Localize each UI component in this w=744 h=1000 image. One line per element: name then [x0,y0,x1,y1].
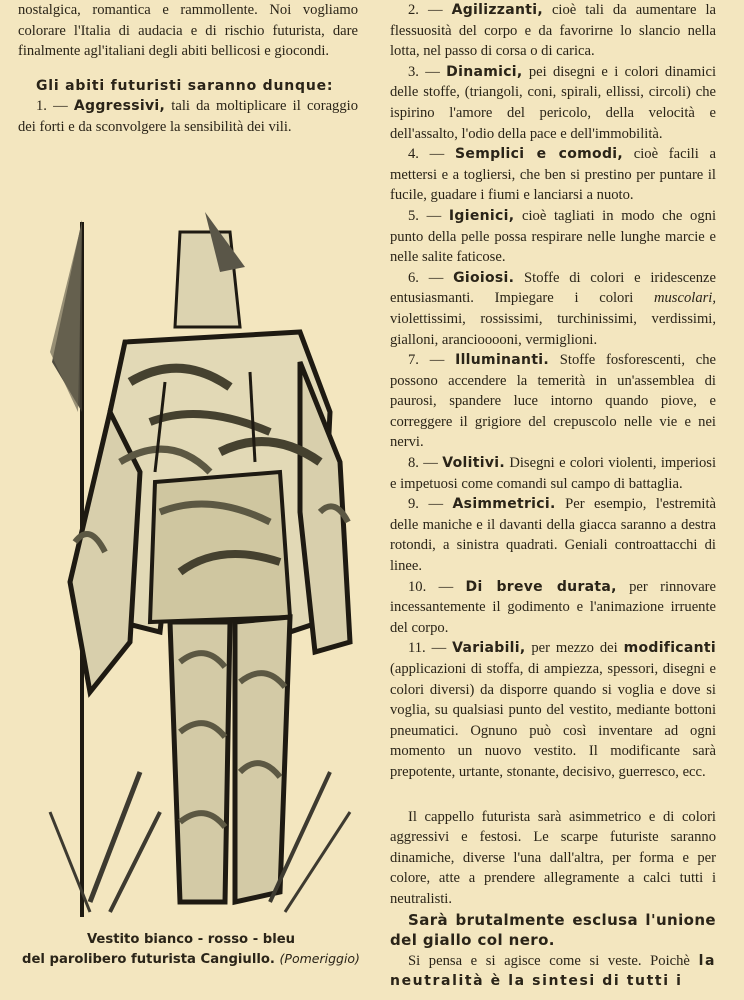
list-item [390,62,716,144]
list-item [390,638,716,782]
item-title: Gioiosi. [453,269,515,286]
item-title: modificanti [623,640,716,657]
item-number: 4. — [408,146,445,163]
item-number: 2. — [408,2,443,18]
closing-bold-text: la neutralità è la sintesi di tutti i [390,952,717,990]
list-item [390,268,716,350]
item-text: Stoffe fosforescenti, che possono accendere la temerità in un'assemblea di paurosi, spandere luce intorno quando piove, e correggere il grigiore del crepuscolo nelle vie e nei nervi. [390,352,716,451]
item-number: 1. — [36,98,68,115]
caption-line-1: Vestito bianco - rosso - bleu [86,932,296,947]
item-text: per rinnovare incessantemente il godimento e l'animazione irruente del corpo. [390,578,717,636]
item-title: Semplici e comodi, [455,146,624,163]
item-title: Dinamici, [446,63,523,80]
item-title: Illuminanti. [455,352,550,369]
item-title: Agilizzanti, [451,2,543,18]
item-number: 5. — [408,207,442,224]
suit-drawing-icon [30,212,360,920]
item-number: 6. — [408,269,444,286]
item-number: 8. — [408,455,438,472]
item-text: violettissimi, rossissimi, turchinissimi, verdissimi, gialloni, aranciooooni, vermiglioni. [390,310,716,348]
left-column [18,0,358,138]
item-number: 10. — [408,578,454,595]
item-text: per mezzo dei [525,640,624,657]
item-title: Di breve durata, [465,578,617,595]
item-title: Volitivi. [442,455,505,472]
item-number: 3. — [408,63,440,80]
caption-line-2: del parolibero futurista Cangiullo. [22,952,275,967]
intro-paragraph: nostalgica, romantica e rammollente. Noi vogliamo colorare l'Italia di audacia e di rischio futurista, dare finalmente agl'italiani degli abiti bellicosi e giocondi. [18,2,358,60]
item-title: Igienici, [448,207,515,224]
list-item [390,453,716,494]
item-title: Aggressivi, [73,98,166,115]
item-title: Variabili, [452,640,526,657]
item-text: Stoffe di colori e iridescenze entusiasmanti. Impiegare i colori [390,269,716,307]
figure-caption [18,930,364,969]
list-item [390,144,716,206]
item-number: 9. — [408,496,444,513]
section-heading: Gli abiti futuristi saranno dunque: [36,77,334,94]
hat-paragraph: Il cappello futurista sarà asimmetrico e di colori aggressivi e festosi. Le scarpe futuriste saranno dinamiche, diverse l'una dall'altra, per forma e per colore, atte a prendere allegramente a calci tutti i neutralisti. [390,808,716,907]
bold-statement: Sarà brutalmente esclusa l'unione del giallo col nero. [390,910,716,950]
item-text: (applicazioni di stoffa, di ampiezza, spessori, disegni e colori diversi) da disporre quando si voglia e dove si voglia, su qualsiasi punto del vestito, mediante bottoni pneumatici. Ognuno può così inventare ad ogni momento un nuovo vestito. Il modificante sarà prepotente, urtante, stonante, decisivo, guerresco, ecc. [390,661,716,780]
item-text: cioè facili a mettersi e a togliersi, che ben si prestino per puntare il fucile, guadare i fiumi e lanciarsi a nuoto. [390,146,716,204]
item-text: pei disegni e i colori dinamici delle stoffe, (triangoli, coni, spirali, ellissi, circoli) che ispirino l'amore del pericolo, della velocità e dell'assalto, l'odio della pace e dell'immobilità. [390,63,717,142]
caption-source: (Pomeriggio) [279,951,360,966]
futurist-suit-illustration [30,212,360,920]
right-column [390,0,716,992]
item-text: cioè tagliati in modo che ogni punto della pelle possa respirare nelle lunghe marcie e nelle salite faticose. [390,207,717,266]
item-number: 7. — [408,352,445,369]
item-text: tali da moltiplicare il coraggio dei forti e da sconvolgere la sensibilità dei vili. [18,98,359,135]
item-title: Asimmetrici. [452,496,556,513]
item-text: Disegni e colori violenti, imperiosi e impetuosi come comandi sul campo di battaglia. [390,455,716,492]
item-italic-text: muscolari, [653,290,716,307]
list-item [390,0,716,62]
item-number: 11. — [408,640,447,657]
list-item [390,350,716,453]
spacer [390,783,716,807]
list-item [390,577,716,639]
list-item [390,494,716,576]
item-text: cioè tali da aumentare la flessuosità del corpo e da favorirne lo slancio nella lotta, nel passo di corsa o di carica. [390,2,716,60]
closing-paragraph [390,951,716,992]
item-text: Per esempio, l'estremità delle maniche e il davanti della giacca saranno a destra rotondi, a sinistra quadrati. Geniali controattacchi di linee. [390,496,717,575]
list-item [390,206,716,268]
closing-text: Si pensa e si agisce come si veste. Poichè [408,952,690,969]
list-item [18,96,358,137]
